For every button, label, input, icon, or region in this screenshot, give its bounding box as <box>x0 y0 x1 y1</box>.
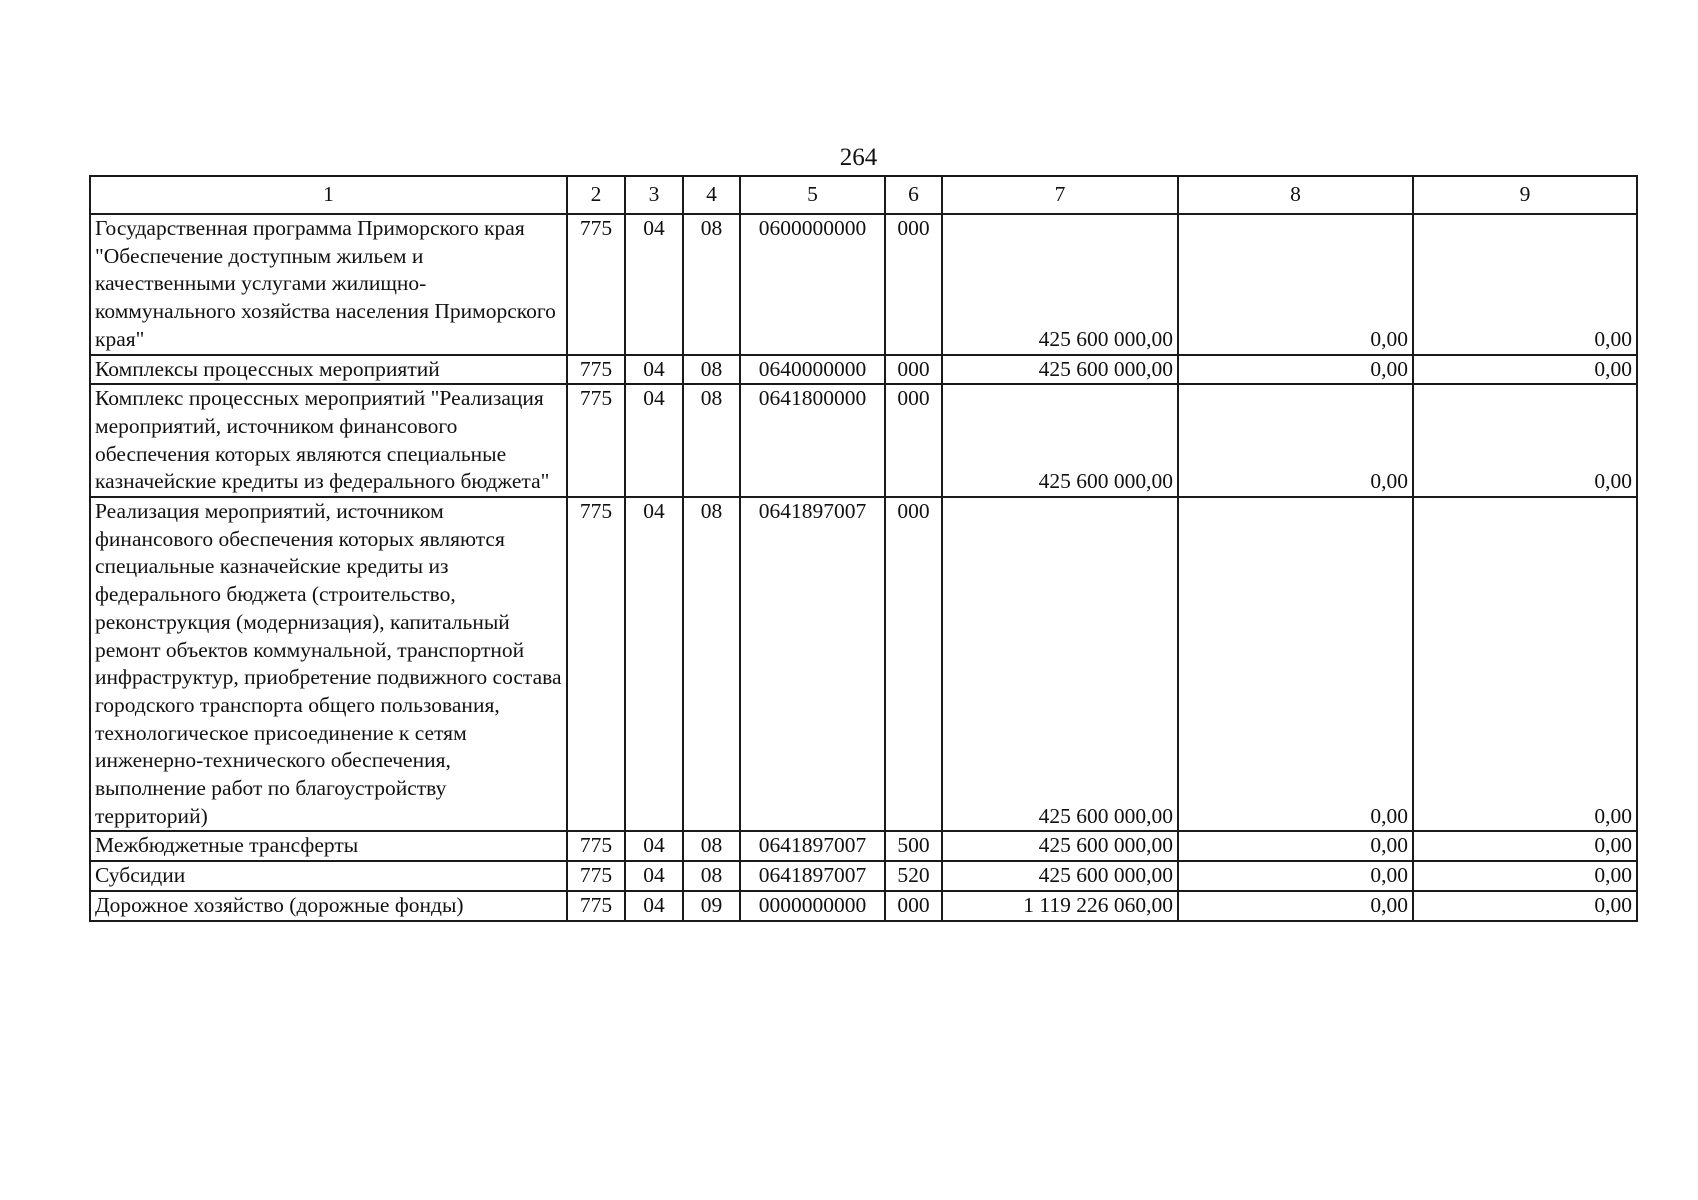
code-cell: 775 <box>567 384 625 497</box>
code-cell: 500 <box>885 831 942 861</box>
code-cell: 0641897007 <box>740 497 885 831</box>
row-name-cell: Межбюджетные трансферты <box>90 831 567 861</box>
code-cell: 775 <box>567 497 625 831</box>
column-header: 1 <box>90 176 567 214</box>
column-header: 8 <box>1178 176 1413 214</box>
row-name-cell: Комплексы процессных мероприятий <box>90 355 567 385</box>
code-cell: 0641800000 <box>740 384 885 497</box>
amount-cell: 0,00 <box>1413 891 1637 921</box>
code-cell: 08 <box>683 831 740 861</box>
code-cell: 0000000000 <box>740 891 885 921</box>
code-cell: 520 <box>885 861 942 891</box>
code-cell: 04 <box>625 861 683 891</box>
row-name-cell: Дорожное хозяйство (дорожные фонды) <box>90 891 567 921</box>
column-header: 4 <box>683 176 740 214</box>
code-cell: 775 <box>567 861 625 891</box>
amount-cell: 0,00 <box>1413 831 1637 861</box>
amount-cell: 0,00 <box>1178 384 1413 497</box>
code-cell: 000 <box>885 497 942 831</box>
amount-cell: 0,00 <box>1413 497 1637 831</box>
code-cell: 775 <box>567 831 625 861</box>
code-cell: 08 <box>683 214 740 355</box>
code-cell: 0641897007 <box>740 831 885 861</box>
row-name-cell: Государственная программа Приморского края "Обеспечение доступным жильем и качественными услугами жилищно-коммунального хозяйства населения Приморского края" <box>90 214 567 355</box>
code-cell: 775 <box>567 214 625 355</box>
column-header: 6 <box>885 176 942 214</box>
column-header: 9 <box>1413 176 1637 214</box>
table-row <box>90 384 1637 497</box>
amount-cell: 425 600 000,00 <box>942 497 1178 831</box>
amount-cell: 0,00 <box>1413 861 1637 891</box>
budget-table <box>89 175 1638 922</box>
column-header: 3 <box>625 176 683 214</box>
code-cell: 775 <box>567 891 625 921</box>
amount-cell: 0,00 <box>1413 384 1637 497</box>
table-row <box>90 861 1637 891</box>
code-cell: 04 <box>625 384 683 497</box>
table-row <box>90 497 1637 831</box>
code-cell: 08 <box>683 384 740 497</box>
code-cell: 04 <box>625 355 683 385</box>
amount-cell: 425 600 000,00 <box>942 861 1178 891</box>
code-cell: 09 <box>683 891 740 921</box>
amount-cell: 425 600 000,00 <box>942 831 1178 861</box>
amount-cell: 425 600 000,00 <box>942 355 1178 385</box>
code-cell: 0600000000 <box>740 214 885 355</box>
code-cell: 08 <box>683 355 740 385</box>
amount-cell: 425 600 000,00 <box>942 384 1178 497</box>
table-row <box>90 355 1637 385</box>
code-cell: 04 <box>625 891 683 921</box>
page-number: 264 <box>839 144 878 171</box>
row-name-cell: Субсидии <box>90 861 567 891</box>
amount-cell: 0,00 <box>1178 861 1413 891</box>
amount-cell: 0,00 <box>1178 891 1413 921</box>
header-row <box>90 176 1637 214</box>
code-cell: 775 <box>567 355 625 385</box>
amount-cell: 0,00 <box>1413 214 1637 355</box>
table-row <box>90 891 1637 921</box>
table-row <box>90 214 1637 355</box>
amount-cell: 0,00 <box>1178 497 1413 831</box>
amount-cell: 0,00 <box>1413 355 1637 385</box>
column-header: 5 <box>740 176 885 214</box>
table-row <box>90 831 1637 861</box>
amount-cell: 0,00 <box>1178 355 1413 385</box>
column-header: 7 <box>942 176 1178 214</box>
amount-cell: 0,00 <box>1178 214 1413 355</box>
code-cell: 000 <box>885 214 942 355</box>
code-cell: 04 <box>625 831 683 861</box>
row-name-cell: Комплекс процессных мероприятий "Реализация мероприятий, источником финансового обеспечения которых являются специальные казначейские кредиты из федерального бюджета" <box>90 384 567 497</box>
code-cell: 0641897007 <box>740 861 885 891</box>
column-header: 2 <box>567 176 625 214</box>
code-cell: 04 <box>625 497 683 831</box>
amount-cell: 1 119 226 060,00 <box>942 891 1178 921</box>
amount-cell: 425 600 000,00 <box>942 214 1178 355</box>
row-name-cell: Реализация мероприятий, источником финансового обеспечения которых являются специальные казначейские кредиты из федерального бюджета (строительство, реконструкция (модернизация), капитальный ремонт объектов коммунальной, транспортной инфраструктур, приобретение подвижного состава городского транспорта общего пользования, технологическое присоединение к сетям инженерно-технического обеспечения, выполнение работ по благоустройству территорий) <box>90 497 567 831</box>
code-cell: 000 <box>885 355 942 385</box>
code-cell: 08 <box>683 497 740 831</box>
code-cell: 0640000000 <box>740 355 885 385</box>
code-cell: 000 <box>885 891 942 921</box>
code-cell: 04 <box>625 214 683 355</box>
code-cell: 000 <box>885 384 942 497</box>
amount-cell: 0,00 <box>1178 831 1413 861</box>
code-cell: 08 <box>683 861 740 891</box>
